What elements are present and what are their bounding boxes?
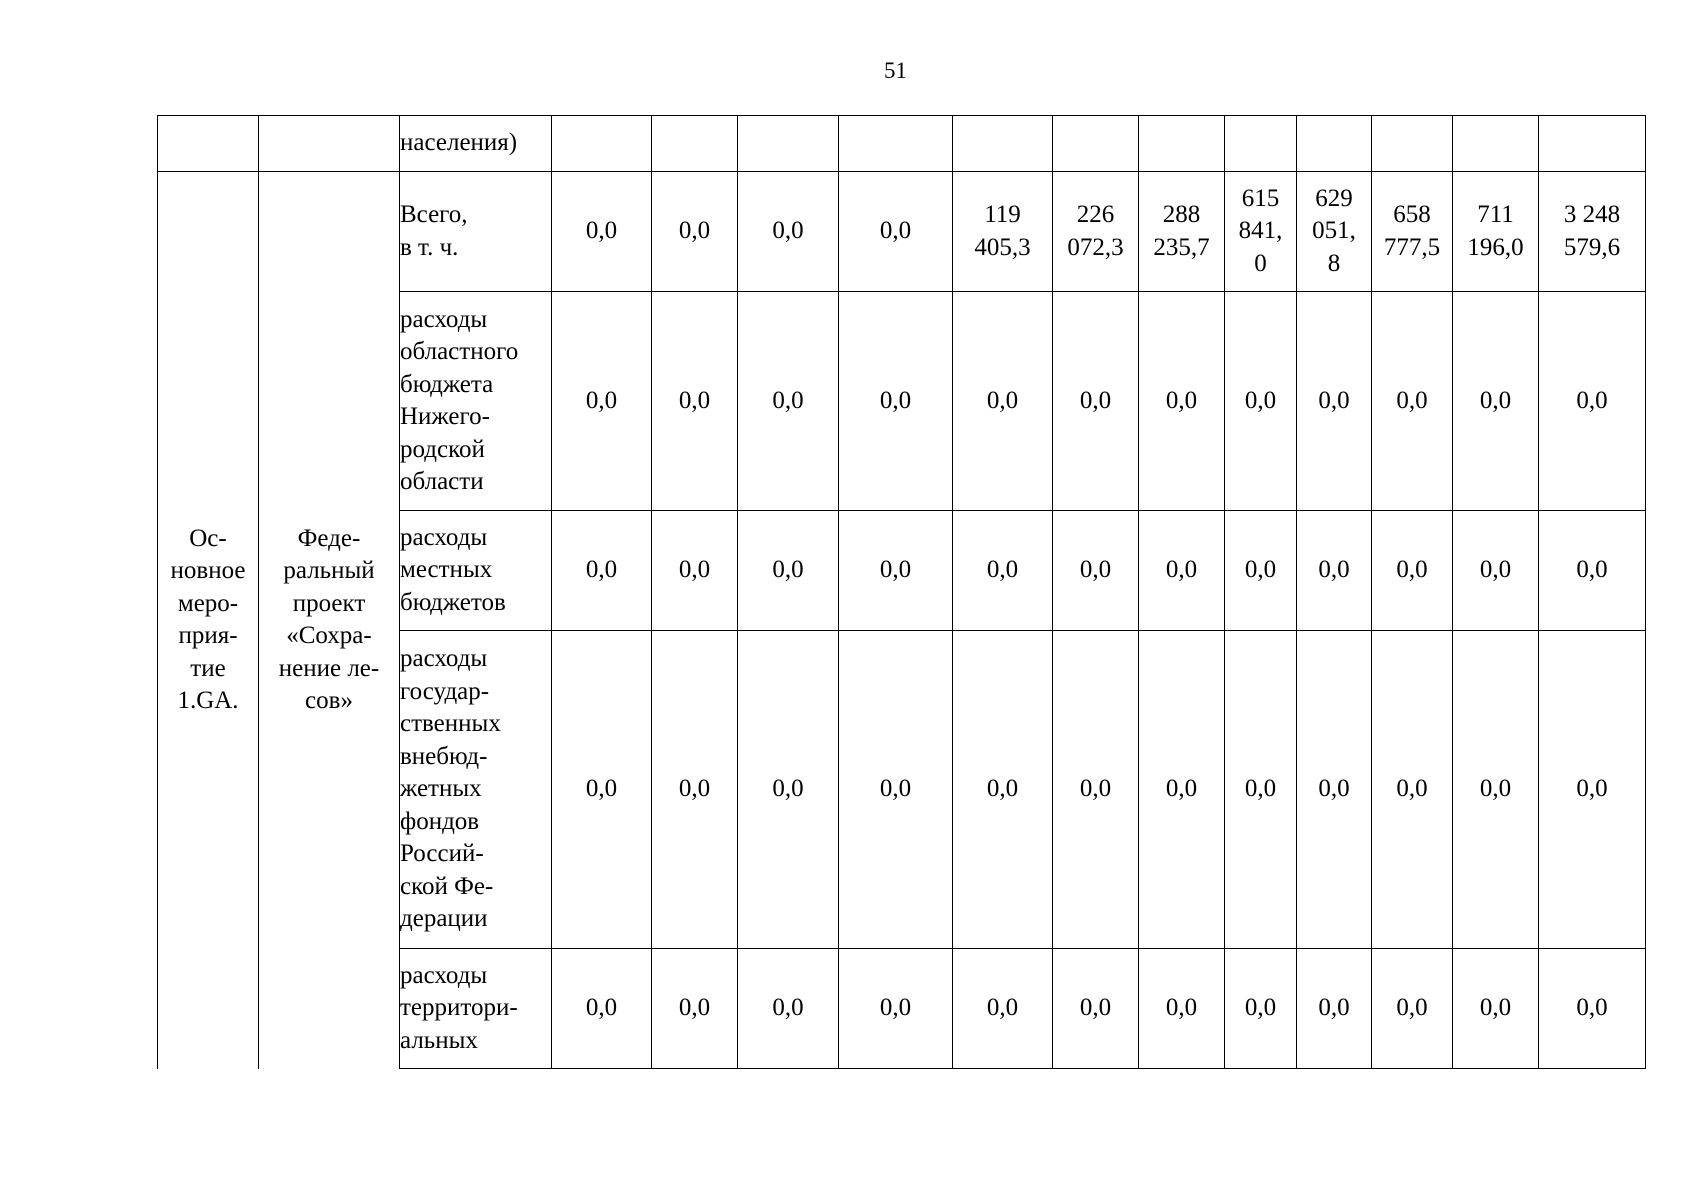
value-cell: 119 405,3	[953, 172, 1053, 292]
value-cell: 3 248 579,6	[1539, 172, 1646, 292]
value-cell: 615 841, 0	[1225, 172, 1297, 292]
value-cell: 0,0	[738, 292, 839, 511]
value-cell: 0,0	[738, 172, 839, 292]
value-cell: 0,0	[1297, 292, 1372, 511]
row-label: расходы территори- альных	[400, 949, 552, 1069]
value-cell: 658 777,5	[1372, 172, 1453, 292]
row-label: Всего, в т. ч.	[400, 172, 552, 292]
value-cell: 0,0	[1453, 949, 1539, 1069]
empty-cell	[1539, 116, 1646, 172]
value-cell: 0,0	[953, 511, 1053, 631]
project-cell: Феде- ральный проект «Сохра- нение ле- сов»	[259, 172, 400, 1069]
value-cell: 0,0	[839, 949, 953, 1069]
value-cell: 0,0	[1297, 631, 1372, 949]
value-cell: 0,0	[839, 631, 953, 949]
empty-cell	[1053, 116, 1139, 172]
value-cell: 0,0	[652, 631, 738, 949]
value-cell: 0,0	[738, 511, 839, 631]
value-cell: 0,0	[1453, 631, 1539, 949]
budget-table	[157, 115, 1646, 1069]
value-cell: 0,0	[1139, 511, 1225, 631]
value-cell: 0,0	[552, 292, 652, 511]
value-cell: 0,0	[1225, 631, 1297, 949]
top-row-label: населения)	[400, 116, 552, 172]
value-cell: 0,0	[552, 631, 652, 949]
value-cell: 0,0	[1225, 949, 1297, 1069]
top-row-cell-1	[158, 116, 259, 172]
empty-cell	[1225, 116, 1297, 172]
row-label: расходы местных бюджетов	[400, 511, 552, 631]
value-cell: 0,0	[1372, 949, 1453, 1069]
value-cell: 629 051, 8	[1297, 172, 1372, 292]
value-cell: 0,0	[552, 511, 652, 631]
empty-cell	[738, 116, 839, 172]
top-row-cell-2	[259, 116, 400, 172]
table-row	[158, 172, 1646, 292]
value-cell: 0,0	[1139, 949, 1225, 1069]
empty-cell	[1372, 116, 1453, 172]
value-cell: 0,0	[738, 949, 839, 1069]
value-cell: 711 196,0	[1453, 172, 1539, 292]
value-cell: 0,0	[1297, 511, 1372, 631]
value-cell: 226 072,3	[1053, 172, 1139, 292]
value-cell: 0,0	[953, 949, 1053, 1069]
value-cell: 0,0	[1372, 631, 1453, 949]
value-cell: 0,0	[1539, 292, 1646, 511]
value-cell: 0,0	[1225, 292, 1297, 511]
empty-cell	[953, 116, 1053, 172]
row-label: расходы областного бюджета Нижего- родской области	[400, 292, 552, 511]
empty-cell	[1453, 116, 1539, 172]
value-cell: 0,0	[1453, 292, 1539, 511]
value-cell: 0,0	[552, 172, 652, 292]
value-cell: 0,0	[1053, 511, 1139, 631]
row-label: расходы государ- ственных внебюд- жетных фондов Россий- ской Фе- дерации	[400, 631, 552, 949]
empty-cell	[839, 116, 953, 172]
value-cell: 0,0	[652, 172, 738, 292]
value-cell: 0,0	[1539, 631, 1646, 949]
value-cell: 0,0	[839, 172, 953, 292]
value-cell: 0,0	[1053, 949, 1139, 1069]
value-cell: 0,0	[839, 292, 953, 511]
value-cell: 0,0	[552, 949, 652, 1069]
value-cell: 0,0	[953, 292, 1053, 511]
value-cell: 0,0	[1372, 511, 1453, 631]
value-cell: 0,0	[1139, 631, 1225, 949]
value-cell: 0,0	[1053, 631, 1139, 949]
value-cell: 0,0	[1372, 292, 1453, 511]
table-row-top	[158, 116, 1646, 172]
value-cell: 0,0	[652, 511, 738, 631]
empty-cell	[1139, 116, 1225, 172]
value-cell: 0,0	[1539, 511, 1646, 631]
value-cell: 0,0	[738, 631, 839, 949]
value-cell: 0,0	[1297, 949, 1372, 1069]
value-cell: 0,0	[839, 511, 953, 631]
value-cell: 0,0	[652, 292, 738, 511]
value-cell: 0,0	[1539, 949, 1646, 1069]
value-cell: 0,0	[652, 949, 738, 1069]
value-cell: 288 235,7	[1139, 172, 1225, 292]
page-number: 51	[884, 58, 907, 83]
empty-cell	[552, 116, 652, 172]
activity-cell: Ос- новное меро- прия- тие 1.GA.	[158, 172, 259, 1069]
empty-cell	[652, 116, 738, 172]
empty-cell	[1297, 116, 1372, 172]
value-cell: 0,0	[1053, 292, 1139, 511]
value-cell: 0,0	[1139, 292, 1225, 511]
value-cell: 0,0	[1453, 511, 1539, 631]
value-cell: 0,0	[953, 631, 1053, 949]
value-cell: 0,0	[1225, 511, 1297, 631]
